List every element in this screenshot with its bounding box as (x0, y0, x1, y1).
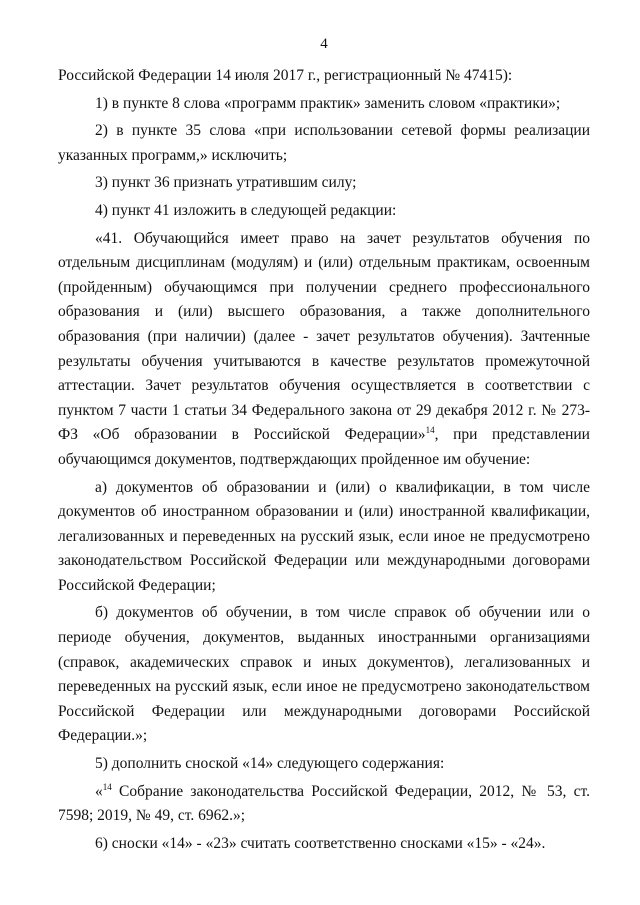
paragraph-item-3: 3) пункт 36 признать утратившим силу; (95, 174, 357, 192)
paragraph-item-6: 6) сноски «14» - «23» считать соответственно сносками «15» - «24». (95, 834, 546, 852)
paragraph-footnote-text (58, 780, 590, 829)
footnote-ref: 14 (425, 425, 435, 436)
point-41-text: «41. Обучающийся имеет право на зачет результатов обучения по отдельным дисциплинам (модулям) и (или) отдельным практикам, освоенным (пройденным) обучающимся при получении среднего профессионального образования и (или) высшего образования, а также дополнительного образования (при наличии) (далее - зачет результатов обучения). Зачтенные результаты обучения учитываются в качестве результатов промежуточной аттестации. Зачет результатов обучения осуществляется в соответствии с пунктом 7 части 1 статьи 34 Федерального закона от 29 декабря 2012 г. № 273-ФЗ «Об образовании в Российской Федерации» (58, 229, 590, 444)
footnote-number: 14 (102, 781, 112, 792)
footnote-body: Собрание законодательства Российской Федерации, 2012, № 53, ст. 7598; 2019, № 49, ст. 6962.»; (58, 782, 590, 825)
paragraph-item-5: 5) дополнить сноской «14» следующего содержания: (95, 755, 445, 773)
paragraph-point-41 (58, 227, 590, 473)
paragraph-item-1: 1) в пункте 8 слова «программ практик» заменить словом «практики»; (95, 94, 561, 112)
paragraph-item-4: 4) пункт 41 изложить в следующей редакции: (95, 201, 397, 219)
point-41-text-cont: , при представлении обучающимся документов, подтверждающих пройденное им обучение: (58, 426, 590, 468)
paragraph-subitem-a: а) документов об образовании и (или) о квалификации, в том числе документов об иностранном образовании и (или) иностранной квалификации, легализованных и переведенных на русский язык, если иное не предусмотрено законодательством Российской Федерации или международными договорами Российской Федерации; (58, 478, 590, 594)
paragraph-item-2: 2) в пункте 35 слова «при использовании сетевой формы реализации указанных программ,» исключить; (58, 122, 590, 164)
paragraph-intro: Российской Федерации 14 июля 2017 г., регистрационный № 47415): (58, 67, 513, 84)
footnote-open-quote: « (95, 782, 103, 800)
paragraph-subitem-b: б) документов об обучении, в том числе справок об обучении или о периоде обучения, документов, выданных иностранными организациями (справок, академических справок и иных документов), легализованных и переведенных на русский язык, если иное не предусмотрено законодательством Российской Федерации или международными договорами Российской Федерации.»; (58, 604, 590, 745)
page-number: 4 (320, 36, 328, 52)
